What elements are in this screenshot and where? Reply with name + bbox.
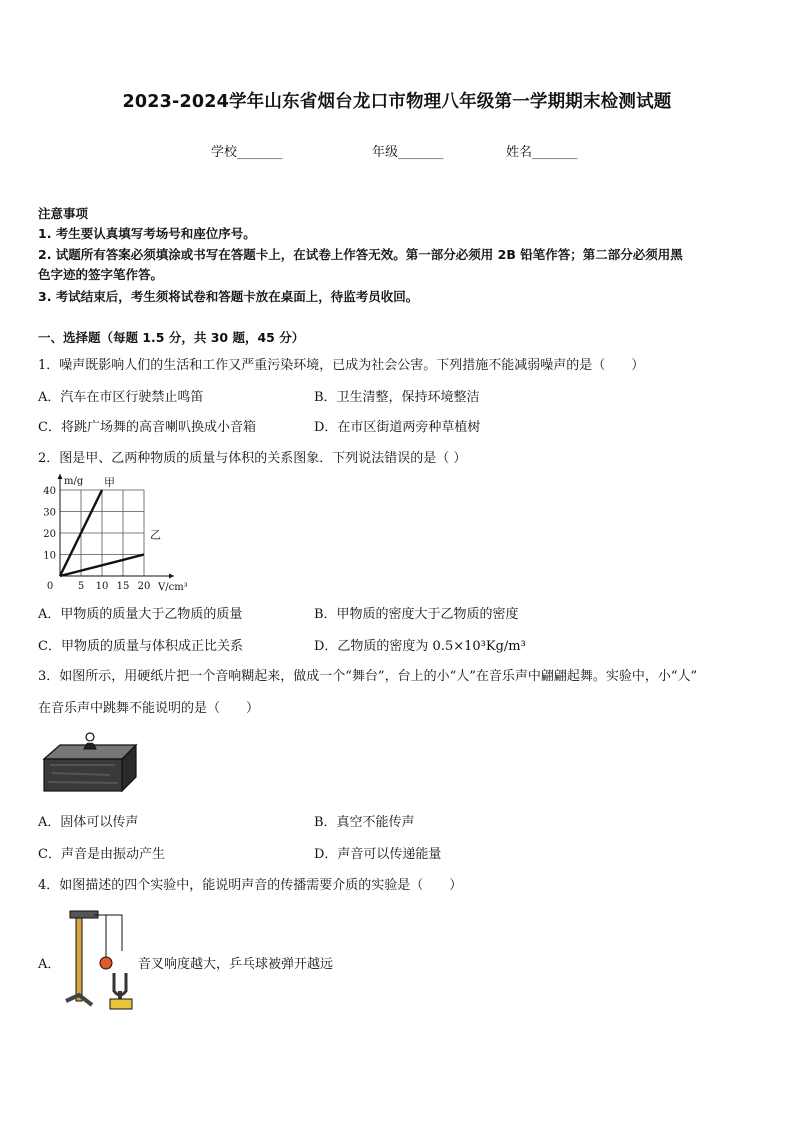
x-tick-label: 20 [137,581,151,592]
mass-volume-chart [36,470,206,600]
chart-grid [60,490,144,576]
note-item-2-cont: 色字迹的签字笔作答。 [38,267,164,282]
q1-option-d: D．在市区街道两旁种草植树 [314,420,481,435]
q4-stem: 4．如图描述的四个实验中，能说明声音的传播需要介质的实验是（ ） [38,878,463,893]
y-tick-label: 40 [43,486,56,497]
school-field: 学校_______ [211,145,283,160]
tuning-fork-figure [62,905,142,1015]
x-tick-label: 5 [77,581,85,592]
q2-option-c: C．甲物质的质量与体积成正比关系 [38,639,243,654]
q1-option-c: C．将跳广场舞的高音喇叭换成小音箱 [38,420,256,435]
page-title: 2023-2024学年山东省烟台龙口市物理八年级第一学期期末检测试题 [122,92,672,112]
q2-option-a: A．甲物质的质量大于乙物质的质量 [38,607,243,622]
q3-option-b: B．真空不能传声 [314,815,415,830]
q4-option-a-label: A． [38,957,61,972]
q1-stem: 1．噪声既影响人们的生活和工作又严重污染环境，已成为社会公害。下列措施不能减弱噪声的是（ ） [38,358,645,373]
q3-stem-line1: 3．如图所示，用硬纸片把一个音响糊起来，做成一个“舞台”，台上的小“人”在音乐声中翩翩起舞。实验中，小“人” [38,669,698,684]
y-tick-label: 30 [43,507,56,519]
series-label-2: 乙 [150,528,161,542]
x-axis-arrow [169,574,174,579]
name-field: 姓名_______ [506,145,578,160]
q2-stem: 2．图是甲、乙两种物质的质量与体积的关系图象．下列说法错误的是（ ） [38,451,467,466]
x-axis-label: V/cm³ [158,582,188,593]
note-item-3: 3. 考试结束后，考生须将试卷和答题卡放在桌面上，待监考员收回。 [38,289,419,304]
q1-option-b: B．卫生清整，保持环境整洁 [314,390,480,405]
q1-option-a: A．汽车在市区行驶禁止鸣笛 [38,390,204,405]
y-tick-label: 10 [43,550,56,562]
y-axis-arrow [58,474,63,479]
note-item-1: 1. 考生要认真填写考场号和座位序号。 [38,226,256,241]
x-tick-label: 15 [116,581,130,592]
q3-stem-line2: 在音乐声中跳舞不能说明的是（ ） [38,701,260,716]
q3-option-c: C．声音是由振动产生 [38,847,165,862]
q2-option-b: B．甲物质的密度大于乙物质的密度 [314,607,519,622]
y-axis-label: m/g [64,476,84,487]
note-item-2: 2. 试题所有答案必须填涂或书写在答题卡上，在试卷上作答无效。第一部分必须用 2B 铅笔作答；第二部分必须用黑 [38,247,683,262]
q3-option-a: A．固体可以传声 [38,815,139,830]
series-label-1: 甲 [104,476,115,489]
q3-option-d: D．声音可以传递能量 [314,847,442,862]
q2-option-d: D．乙物质的密度为 0.5×10³Kg/m³ [314,639,526,654]
y-tick-label: 20 [43,529,56,540]
speaker-stage-figure [40,725,140,795]
grade-field: 年级_______ [372,145,444,160]
section-heading: 一、选择题（每题 1.5 分，共 30 题，45 分） [38,330,305,345]
x-tick-label: 0 [46,581,54,592]
notes-heading: 注意事项 [38,206,89,221]
x-tick-label: 10 [95,581,109,592]
q4-option-a-text: 音叉响度越大，乒乓球被弹开越远 [138,957,334,972]
